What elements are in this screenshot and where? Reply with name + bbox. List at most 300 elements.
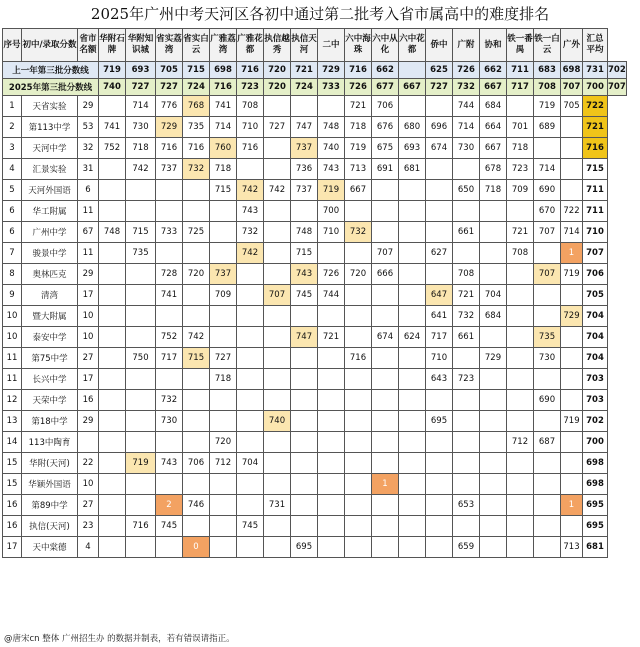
score-cell (399, 201, 426, 222)
score-cell: 743 (318, 159, 345, 180)
score-cell: 745 (291, 285, 318, 306)
school-name: 天中棠德 (22, 537, 78, 558)
rank-cell: 10 (3, 327, 22, 348)
score-cell (99, 453, 126, 474)
average-cell: 698 (583, 453, 608, 474)
score-cell: 730 (453, 138, 480, 159)
score-cell: 727 (210, 348, 237, 369)
score-cell (453, 453, 480, 474)
cutoff-value: 724 (291, 79, 318, 96)
score-cell: 714 (210, 117, 237, 138)
score-cell: 690 (534, 180, 561, 201)
quota-cell: 17 (78, 285, 99, 306)
score-cell: 719 (534, 96, 561, 117)
score-cell: 732 (183, 159, 210, 180)
column-header: 协和 (480, 29, 507, 62)
column-header: 华附石牌 (99, 29, 126, 62)
school-row (3, 495, 627, 516)
school-name: 第113中学 (22, 117, 78, 138)
average-cell: 703 (583, 390, 608, 411)
score-cell (183, 285, 210, 306)
score-cell (126, 390, 156, 411)
score-cell: 723 (453, 369, 480, 390)
score-cell: 715 (183, 348, 210, 369)
score-cell (534, 495, 561, 516)
cutoff-value: 726 (345, 79, 372, 96)
quota-cell: 53 (78, 117, 99, 138)
score-cell (399, 243, 426, 264)
score-cell (453, 411, 480, 432)
quota-cell: 16 (78, 390, 99, 411)
score-cell (318, 537, 345, 558)
average-cell: 704 (583, 327, 608, 348)
cutoff-value: 723 (237, 79, 264, 96)
score-cell: 708 (507, 243, 534, 264)
school-name: 第89中学 (22, 495, 78, 516)
score-cell: 714 (561, 222, 583, 243)
score-cell (126, 432, 156, 453)
score-cell (534, 537, 561, 558)
score-cell: 729 (480, 348, 507, 369)
score-cell (372, 411, 399, 432)
cutoff-value: 667 (399, 79, 426, 96)
average-cell: 715 (583, 159, 608, 180)
score-cell (426, 453, 453, 474)
score-cell: 722 (561, 201, 583, 222)
cutoff-value: 707 (608, 79, 627, 96)
score-cell (507, 201, 534, 222)
score-cell (399, 285, 426, 306)
score-cell (480, 243, 507, 264)
score-cell (480, 453, 507, 474)
score-cell (345, 495, 372, 516)
score-cell: 733 (156, 222, 183, 243)
rank-cell: 16 (3, 495, 22, 516)
quota-cell: 6 (78, 180, 99, 201)
average-cell: 698 (583, 474, 608, 495)
score-cell: 728 (156, 264, 183, 285)
score-cell (183, 474, 210, 495)
score-cell (183, 306, 210, 327)
score-cell (99, 411, 126, 432)
score-cell (126, 264, 156, 285)
school-name: 天荣中学 (22, 390, 78, 411)
score-cell (399, 516, 426, 537)
cutoff-value: 667 (480, 79, 507, 96)
score-cell (210, 306, 237, 327)
score-cell: 641 (426, 306, 453, 327)
score-cell: 747 (291, 117, 318, 138)
score-cell (561, 432, 583, 453)
school-row (3, 138, 627, 159)
rank-cell: 9 (3, 285, 22, 306)
score-cell: 708 (453, 264, 480, 285)
quota-cell: 11 (78, 243, 99, 264)
score-cell (345, 306, 372, 327)
score-cell: 678 (480, 159, 507, 180)
score-cell (399, 432, 426, 453)
average-cell: 681 (583, 537, 608, 558)
cutoff-value: 720 (264, 79, 291, 96)
score-cell (156, 537, 183, 558)
score-cell: 768 (183, 96, 210, 117)
score-cell (426, 432, 453, 453)
score-cell (318, 369, 345, 390)
score-cell: 661 (453, 222, 480, 243)
score-cell: 705 (561, 96, 583, 117)
score-cell: 695 (291, 537, 318, 558)
school-row (3, 264, 627, 285)
score-cell (453, 516, 480, 537)
score-cell (237, 474, 264, 495)
quota-cell: 10 (78, 306, 99, 327)
cutoff-value: 721 (291, 62, 318, 79)
quota-cell: 11 (78, 201, 99, 222)
score-cell: 720 (210, 432, 237, 453)
score-cell (507, 453, 534, 474)
score-cell: 681 (399, 159, 426, 180)
score-cell (264, 264, 291, 285)
quota-cell: 22 (78, 453, 99, 474)
score-cell (561, 453, 583, 474)
score-cell: 745 (156, 516, 183, 537)
rank-cell: 5 (3, 180, 22, 201)
score-cell (210, 537, 237, 558)
score-cell (345, 243, 372, 264)
score-cell (372, 495, 399, 516)
score-cell: 707 (534, 222, 561, 243)
column-header: 初中/录取分数 (22, 29, 78, 62)
score-cell: 747 (291, 327, 318, 348)
score-cell (183, 243, 210, 264)
score-cell (264, 159, 291, 180)
score-cell (372, 180, 399, 201)
score-cell: 653 (453, 495, 480, 516)
score-cell (399, 222, 426, 243)
cutoff-value: 677 (372, 79, 399, 96)
score-cell (480, 327, 507, 348)
column-header: 省实荔湾 (156, 29, 183, 62)
score-cell (264, 369, 291, 390)
rank-cell: 11 (3, 348, 22, 369)
score-cell: 752 (156, 327, 183, 348)
score-cell (480, 495, 507, 516)
score-cell: 624 (399, 327, 426, 348)
school-name: 广州中学 (22, 222, 78, 243)
score-cell: 719 (561, 411, 583, 432)
score-cell (399, 306, 426, 327)
score-cell (210, 411, 237, 432)
school-name: 长兴中学 (22, 369, 78, 390)
score-cell (453, 159, 480, 180)
score-cell (534, 411, 561, 432)
score-cell: 732 (156, 390, 183, 411)
school-name: 奥林匹克 (22, 264, 78, 285)
score-cell: 720 (345, 264, 372, 285)
score-cell: 718 (210, 159, 237, 180)
score-cell (399, 348, 426, 369)
score-cell: 740 (318, 138, 345, 159)
school-row (3, 117, 627, 138)
quota-cell: 23 (78, 516, 99, 537)
score-cell (318, 495, 345, 516)
score-cell: 714 (534, 159, 561, 180)
cutoff-value: 720 (264, 62, 291, 79)
score-cell (99, 390, 126, 411)
score-cell (156, 306, 183, 327)
score-cell: 725 (183, 222, 210, 243)
score-cell (237, 285, 264, 306)
score-cell: 742 (237, 180, 264, 201)
score-cell (372, 369, 399, 390)
score-cell (210, 222, 237, 243)
score-cell (426, 537, 453, 558)
score-cell (237, 264, 264, 285)
score-cell (183, 516, 210, 537)
score-cell (372, 537, 399, 558)
score-cell (480, 516, 507, 537)
score-cell (237, 306, 264, 327)
school-name: 清湾 (22, 285, 78, 306)
column-header: 侨中 (426, 29, 453, 62)
score-cell (426, 201, 453, 222)
score-cell: 664 (480, 117, 507, 138)
score-cell: 647 (426, 285, 453, 306)
score-cell (264, 453, 291, 474)
cutoff-value: 724 (183, 79, 210, 96)
score-cell: 737 (156, 159, 183, 180)
score-cell (480, 390, 507, 411)
score-cell: 727 (264, 117, 291, 138)
score-cell (156, 243, 183, 264)
school-row (3, 285, 627, 306)
score-cell: 776 (156, 96, 183, 117)
school-row (3, 201, 627, 222)
score-cell (372, 348, 399, 369)
average-cell: 700 (583, 432, 608, 453)
score-cell: 746 (183, 495, 210, 516)
score-cell (399, 96, 426, 117)
school-row (3, 516, 627, 537)
score-cell (534, 453, 561, 474)
score-cell: 706 (372, 96, 399, 117)
score-cell: 731 (264, 495, 291, 516)
score-cell: 717 (426, 327, 453, 348)
score-cell (345, 516, 372, 537)
score-cell: 0 (183, 537, 210, 558)
score-cell: 730 (156, 411, 183, 432)
cutoff-value: 716 (210, 79, 237, 96)
score-cell: 742 (126, 159, 156, 180)
score-cell: 744 (453, 96, 480, 117)
score-cell (507, 369, 534, 390)
ranking-table (2, 28, 627, 558)
quota-cell: 29 (78, 411, 99, 432)
quota-cell: 29 (78, 96, 99, 117)
score-cell (345, 285, 372, 306)
score-cell (264, 327, 291, 348)
score-cell (291, 306, 318, 327)
score-cell: 726 (318, 264, 345, 285)
score-cell (291, 516, 318, 537)
school-name: 113中陶育 (22, 432, 78, 453)
score-cell: 742 (264, 180, 291, 201)
score-cell: 732 (345, 222, 372, 243)
score-cell (126, 537, 156, 558)
column-header: 六中花都 (399, 29, 426, 62)
average-cell: 716 (583, 138, 608, 159)
score-cell (534, 285, 561, 306)
score-cell: 741 (156, 285, 183, 306)
score-cell: 760 (210, 138, 237, 159)
cutoff-value: 715 (183, 62, 210, 79)
cutoff-value: 662 (372, 62, 399, 79)
score-cell (453, 474, 480, 495)
school-row (3, 327, 627, 348)
score-cell (237, 390, 264, 411)
score-cell: 704 (480, 285, 507, 306)
school-row (3, 474, 627, 495)
score-cell (453, 432, 480, 453)
rank-cell: 1 (3, 96, 22, 117)
score-cell (534, 243, 561, 264)
average-cell: 705 (583, 285, 608, 306)
score-cell (480, 537, 507, 558)
score-cell: 715 (126, 222, 156, 243)
score-cell: 693 (399, 138, 426, 159)
score-cell: 675 (372, 138, 399, 159)
score-cell (264, 537, 291, 558)
average-cell: 711 (583, 180, 608, 201)
school-name: 第75中学 (22, 348, 78, 369)
column-header: 广雅荔湾 (210, 29, 237, 62)
average-cell: 706 (583, 264, 608, 285)
score-cell (318, 474, 345, 495)
school-name: 泰安中学 (22, 327, 78, 348)
score-cell: 737 (210, 264, 237, 285)
score-cell: 744 (318, 285, 345, 306)
cutoff-value: 732 (453, 79, 480, 96)
score-cell (372, 453, 399, 474)
score-cell: 735 (534, 327, 561, 348)
school-row (3, 411, 627, 432)
school-row (3, 180, 627, 201)
school-name: 汇景实验 (22, 159, 78, 180)
score-cell (264, 432, 291, 453)
score-cell (237, 411, 264, 432)
score-cell: 712 (507, 432, 534, 453)
cutoff-value: 702 (608, 62, 627, 79)
score-cell: 729 (561, 306, 583, 327)
cutoff-label: 2025年第三批分数线 (3, 79, 99, 96)
score-cell: 714 (126, 96, 156, 117)
score-cell (99, 264, 126, 285)
score-cell (372, 390, 399, 411)
cutoff-value: 705 (156, 62, 183, 79)
score-cell (561, 369, 583, 390)
score-cell (507, 327, 534, 348)
score-cell: 730 (534, 348, 561, 369)
score-cell (507, 495, 534, 516)
score-cell (345, 390, 372, 411)
quota-cell: 10 (78, 327, 99, 348)
average-cell: 710 (583, 222, 608, 243)
score-cell (480, 222, 507, 243)
score-cell (561, 117, 583, 138)
score-cell (291, 348, 318, 369)
score-cell (318, 306, 345, 327)
score-cell (237, 537, 264, 558)
score-cell (399, 180, 426, 201)
score-cell: 735 (126, 243, 156, 264)
score-cell: 716 (237, 138, 264, 159)
score-cell: 684 (480, 306, 507, 327)
score-cell (156, 432, 183, 453)
score-cell (453, 243, 480, 264)
column-header: 省市名额 (78, 29, 99, 62)
score-cell (156, 180, 183, 201)
score-cell: 729 (156, 117, 183, 138)
score-cell: 748 (99, 222, 126, 243)
score-cell: 721 (453, 285, 480, 306)
score-cell (126, 180, 156, 201)
average-cell: 695 (583, 516, 608, 537)
score-cell: 710 (237, 117, 264, 138)
score-cell (99, 432, 126, 453)
score-cell (99, 285, 126, 306)
score-cell (183, 201, 210, 222)
score-cell (291, 474, 318, 495)
score-cell: 670 (534, 201, 561, 222)
score-cell (399, 474, 426, 495)
score-cell (372, 222, 399, 243)
score-cell (126, 327, 156, 348)
score-cell: 721 (345, 96, 372, 117)
score-cell (453, 348, 480, 369)
score-cell (345, 474, 372, 495)
score-cell (183, 369, 210, 390)
rank-cell: 13 (3, 411, 22, 432)
score-cell: 735 (183, 117, 210, 138)
score-cell (561, 348, 583, 369)
cutoff-value: 625 (426, 62, 453, 79)
score-cell (291, 369, 318, 390)
score-cell: 707 (264, 285, 291, 306)
score-cell (183, 180, 210, 201)
school-name: 天省实验 (22, 96, 78, 117)
score-cell (561, 327, 583, 348)
school-name: 骏景中学 (22, 243, 78, 264)
score-cell: 718 (507, 138, 534, 159)
cutoff-value: 698 (210, 62, 237, 79)
score-cell (99, 201, 126, 222)
score-cell: 721 (318, 327, 345, 348)
column-header: 序号 (3, 29, 22, 62)
score-cell (264, 306, 291, 327)
score-cell: 741 (99, 117, 126, 138)
cutoff-value: 717 (507, 79, 534, 96)
score-cell (480, 264, 507, 285)
cutoff-value: 716 (237, 62, 264, 79)
school-row (3, 222, 627, 243)
score-cell: 718 (480, 180, 507, 201)
school-row (3, 432, 627, 453)
score-cell: 719 (345, 138, 372, 159)
score-cell (264, 243, 291, 264)
rank-cell: 15 (3, 453, 22, 474)
score-cell: 684 (480, 96, 507, 117)
score-cell (99, 495, 126, 516)
